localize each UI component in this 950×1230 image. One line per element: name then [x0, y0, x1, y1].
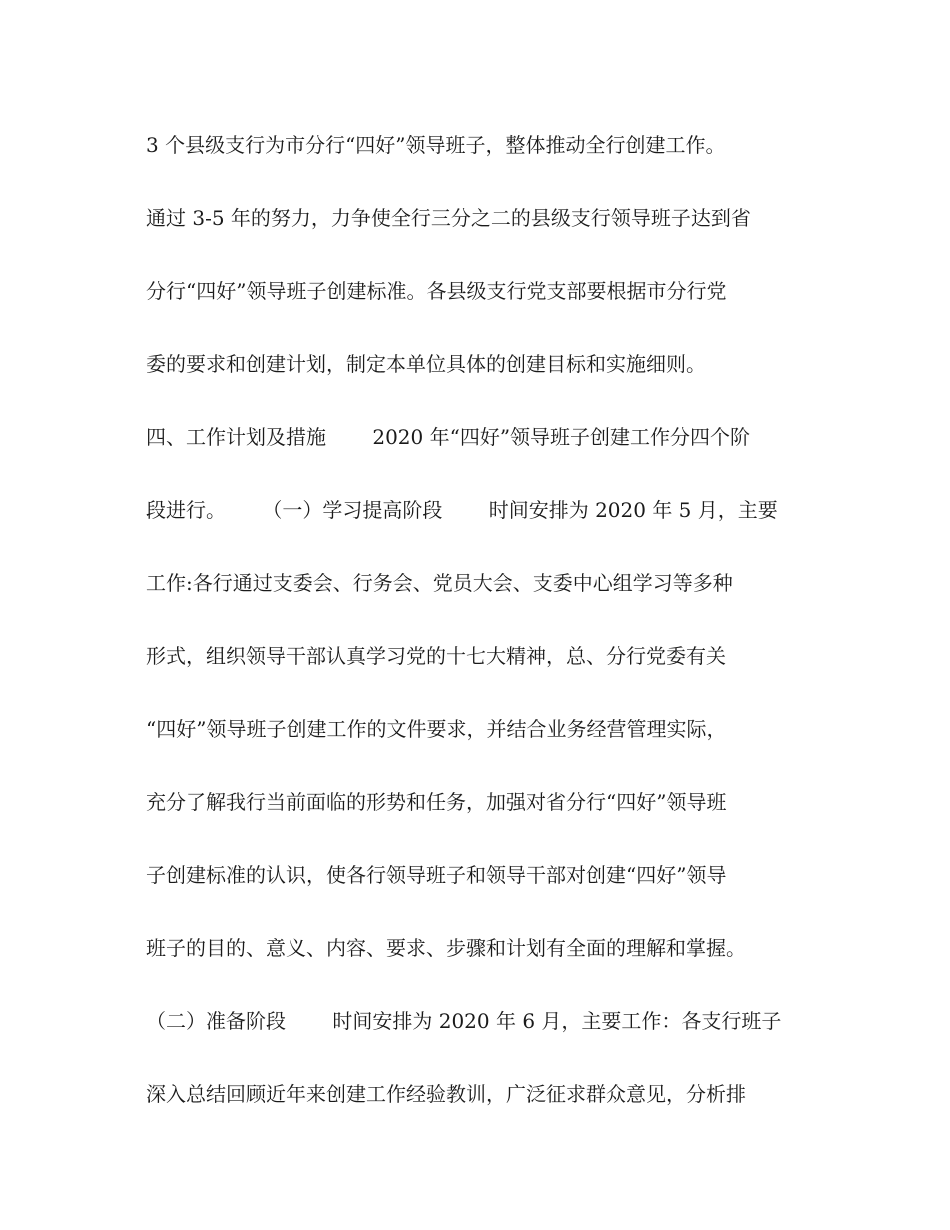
- text-line: 子创建标准的认识，使各行领导班子和领导干部对创建“四好”领导: [146, 863, 727, 887]
- text-line: “四好”领导班子创建工作的文件要求，并结合业务经营管理实际，: [146, 717, 727, 741]
- text-line: 段进行。 （一）学习提高阶段 时间安排为 2020 年 5 月，主要: [146, 498, 778, 522]
- text-line: 通过 3-5 年的努力，力争使全行三分之二的县级支行领导班子达到省: [146, 206, 751, 230]
- text-line: 工作:各行通过支委会、行务会、党员大会、支委中心组学习等多种: [146, 571, 733, 595]
- text-line: 班子的目的、意义、内容、要求、步骤和计划有全面的理解和掌握。: [146, 936, 746, 960]
- text-line: 3 个县级支行为市分行“四好”领导班子，整体推动全行创建工作。: [146, 133, 726, 157]
- text-line: 形式，组织领导干部认真学习党的十七大精神，总、分行党委有关: [146, 644, 726, 668]
- text-line: 深入总结回顾近年来创建工作经验教训，广泛征求群众意见，分析排: [146, 1082, 746, 1106]
- text-line: 充分了解我行当前面临的形势和任务，加强对省分行“四好”领导班: [146, 790, 727, 814]
- text-line: （二）准备阶段 时间安排为 2020 年 6 月，主要工作：各支行班子: [146, 1009, 782, 1033]
- text-line: 委的要求和创建计划，制定本单位具体的创建目标和实施细则。: [146, 352, 706, 376]
- text-line: 分行“四好”领导班子创建标准。各县级支行党支部要根据市分行党: [146, 279, 727, 303]
- text-line: 四、工作计划及措施 2020 年“四好”领导班子创建工作分四个阶: [146, 425, 751, 449]
